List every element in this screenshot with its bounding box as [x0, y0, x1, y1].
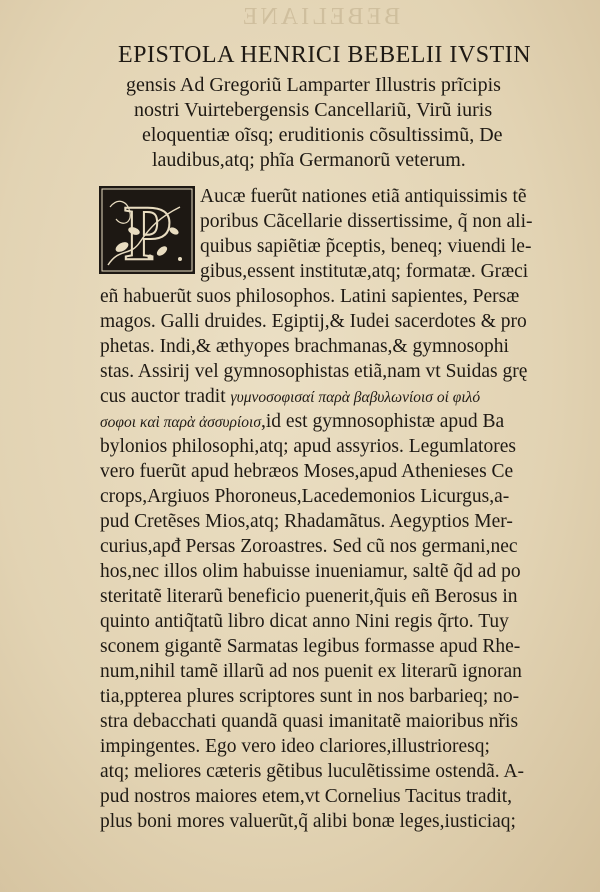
text-line: crops,Argiuos Phoroneus,Lacedemonios Licurgus,a- [100, 486, 510, 507]
text-line: impingentes. Ego vero ideo clariores,illustrioresq; [100, 736, 490, 757]
text-line: quinto antiq̃tatũ libro dicat anno Nini regis q̃rto. Tuy [100, 611, 509, 632]
heading-line: nostri Vuirtebergensis Cancellariũ, Virũ iuris [134, 99, 493, 121]
text-line: vero fuerũt apud hebræos Moses,apud Athenieses Ce [100, 461, 514, 482]
text-line: Aucæ fuerũt nationes etiã antiquissimis tẽ [200, 186, 527, 207]
greek-quotation: γυμνοσοφισαί παρὰ βαβυλωνίοισ οἱ φιλό [230, 389, 481, 406]
text-line: poribus Cãcellarie dissertissime, q̃ non ali- [200, 211, 533, 232]
text-line: hos,nec illos olim habuisse inueniamur, saltẽ q̃d ad po [100, 561, 521, 582]
text-line: curius,apđ Persas Zoroastres. Sed cũ nos germani,nec [100, 536, 518, 557]
heading-line: gensis Ad Gregoriũ Lamparter Illustris prĩcipis [126, 74, 501, 96]
text-line: steritatẽ literarũ beneficio puenerit,q̃uis eñ Berosus in [100, 586, 518, 607]
text-line: num,nihil tamẽ illarũ ad nos puenit ex literarũ ignoran [100, 661, 522, 682]
heading-line: laudibus,atq; phĩa Germanorũ veterum. [152, 149, 466, 171]
text-line: tia,ppterea plures scriptores sunt in nos barbarieq; no- [100, 686, 520, 707]
initial-letter: P [124, 189, 172, 273]
text-line: sconem gigantẽ Sarmatas legibus formasse apud Rhe- [100, 636, 521, 657]
text-line: magos. Galli druides. Egiptij,& Iudei sacerdotes & pro [100, 311, 527, 332]
heading-line: eloquentiæ oĩsq; eruditionis cõsultissimũ, De [142, 124, 503, 146]
text-line: stra debacchati quandã quasi imanitatẽ maioribus nřis [100, 711, 519, 732]
text-line: phetas. Indi,& æthyopes brachmanas,& gymnosophi [100, 336, 509, 357]
text-line: eñ habuerũt suos philosophos. Latini sapientes, Persæ [100, 286, 520, 307]
text-line: stas. Assirij vel gymnosophistas etiã,nam vt Suidas grę [100, 361, 528, 382]
text-line [100, 410, 504, 435]
heading-line: EPISTOLA HENRICI BEBELII IVSTIN [118, 42, 532, 68]
greek-quotation: σοφοι καὶ παρὰ ἀσσυρίοισ [100, 414, 261, 431]
text-line: gibus,essent institutæ,atq; formatæ. Græci [200, 261, 529, 282]
text-line: quibus sapiẽtiæ p̃ceptis, beneq; viuendi le- [200, 236, 532, 257]
text-line: bylonios philosophi,atq; apud assyrios. Legumlatores [100, 436, 516, 457]
text-line: atq; meliores cæteris gẽtibus luculẽtissime ostendã. A- [100, 761, 525, 782]
text-line: pud nostros maiores etem,vt Cornelius Tacitus tradit, [100, 786, 513, 807]
bleed-through-text: BEBELIANE [239, 4, 401, 30]
text-fragment: cus auctor tradit [100, 386, 226, 407]
text-line [100, 385, 480, 410]
text-line: pud Cretẽses Mios,atq; Rhadamãtus. Aegyptios Mer- [100, 511, 513, 532]
text-line: plus boni mores valuerũt,q̃ alibi bonæ leges,iusticiaq; [100, 811, 516, 832]
text-fragment: ,id est gymnosophistæ apud Ba [261, 411, 505, 432]
